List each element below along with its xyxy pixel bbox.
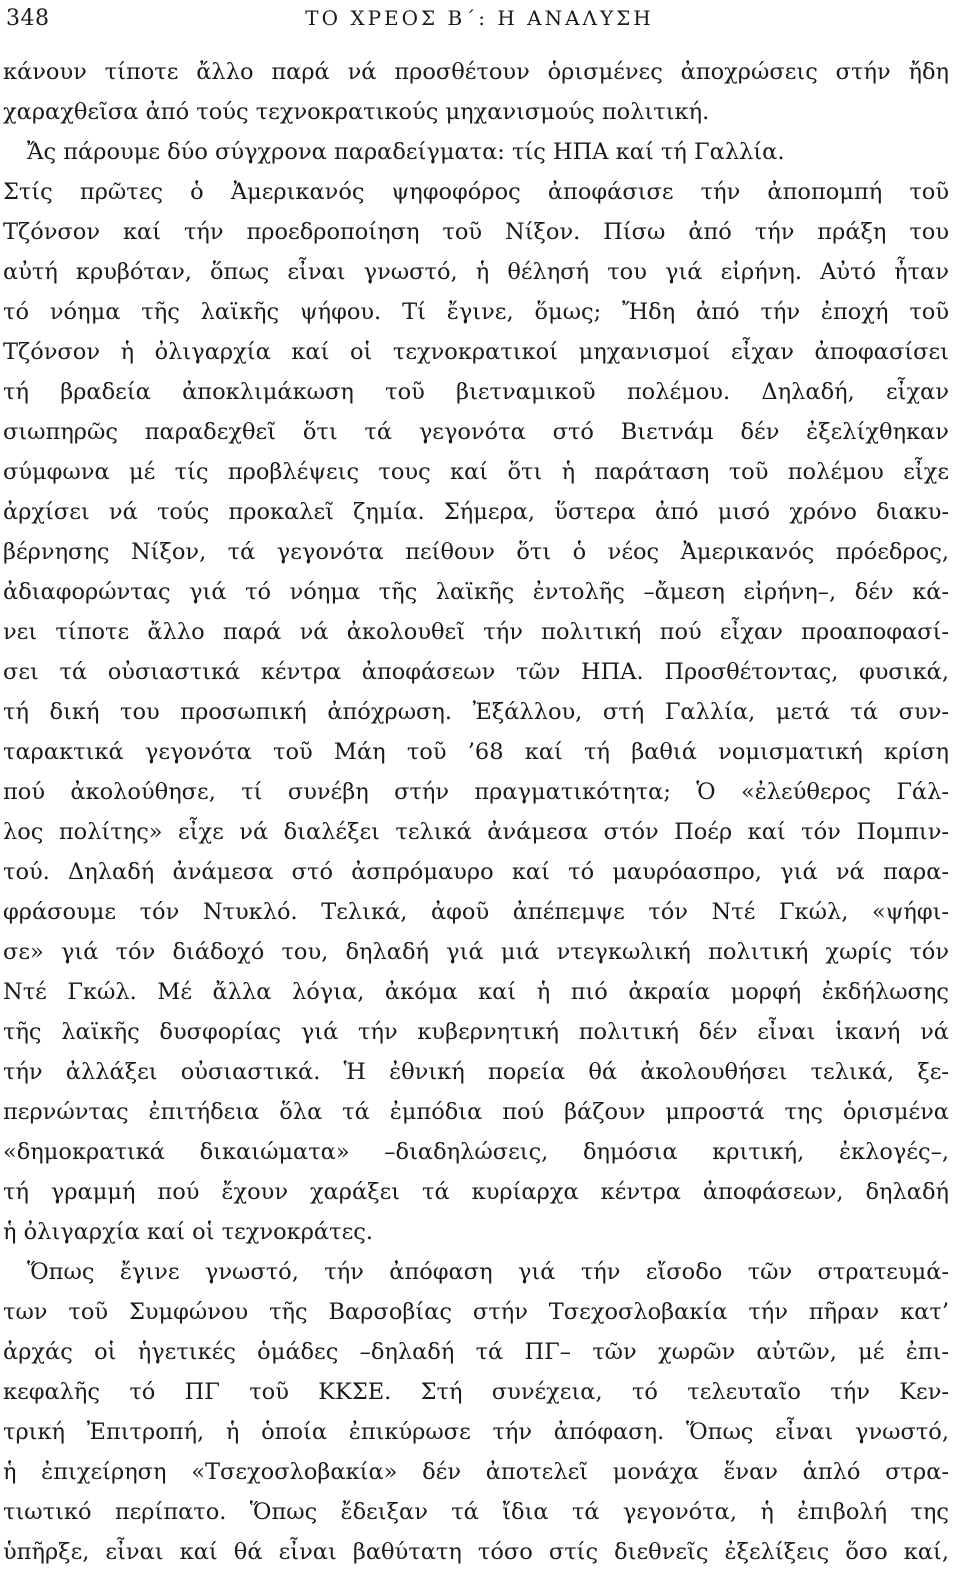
running-head: ΤΟ ΧΡΕΟΣ Β΄: Η ΑΝΑΛΥΣΗ [305, 6, 654, 30]
text-line: σε» γιά τόν διάδοχό του, δηλαδή γιά μιά ντεγκωλική πολιτική χωρίς τόν [3, 939, 949, 965]
text-line: τῆς λαϊκῆς δυσφορίας γιά τήν κυβερνητική πολιτική δέν εἶναι ἱκανή νά [3, 1019, 949, 1045]
text-line: ἡ ὀλιγαρχία καί οἱ τεχνοκράτες. [3, 1219, 373, 1245]
text-line: τή δική του προσωπική ἀπόχρωση. Ἐξάλλου, στή Γαλλία, μετά τά συν- [3, 699, 949, 725]
text-line: Ἄς πάρουμε δύο σύγχρονα παραδείγματα: τίς ΗΠΑ καί τή Γαλλία. [27, 139, 785, 165]
text-line: ἀρχάς οἱ ἡγετικές ὁμάδες –δηλαδή τά ΠΓ– τῶν χωρῶν αὐτῶν, μέ ἐπι- [3, 1339, 949, 1365]
text-line: ἀρχίσει νά τούς προκαλεῖ ζημία. Σήμερα, ὕστερα ἀπό μισό χρόνο διακυ- [3, 499, 949, 525]
text-line: ταρακτικά γεγονότα τοῦ Μάη τοῦ ’68 καί τή βαθιά νομισματική κρίση [3, 739, 949, 765]
text-line: Τζόνσον καί τήν προεδροποίηση τοῦ Νίξον. Πίσω ἀπό τήν πράξη του [3, 219, 949, 245]
text-line: τιωτικό περίπατο. Ὅπως ἔδειξαν τά ἴδια τά γεγονότα, ἡ ἐπιβολή της [3, 1499, 949, 1525]
text-line: ἡ ἐπιχείρηση «Τσεχοσλοβακία» δέν ἀποτελεῖ μονάχα ἕναν ἁπλό στρα- [3, 1459, 949, 1485]
text-line: Ντέ Γκώλ. Μέ ἄλλα λόγια, ἀκόμα καί ἡ πιό ἀκραία μορφή ἐκδήλωσης [3, 979, 949, 1005]
text-line: ἀδιαφορώντας γιά τό νόημα τῆς λαϊκῆς ἐντολῆς –ἄμεση εἰρήνη–, δέν κά- [3, 579, 949, 605]
text-line: σιωπηρῶς παραδεχθεῖ ὅτι τά γεγονότα στό Βιετνάμ δέν ἐξελίχθηκαν [3, 419, 949, 445]
text-line: τή γραμμή πού ἔχουν χαράξει τά κυρίαρχα κέντρα ἀποφάσεων, δηλαδή [3, 1179, 949, 1205]
text-line: σύμφωνα μέ τίς προβλέψεις τους καί ὅτι ἡ παράταση τοῦ πολέμου εἶχε [3, 459, 949, 485]
text-line: Στίς πρῶτες ὁ Ἀμερικανός ψηφοφόρος ἀποφάσισε τήν ἀποπομπή τοῦ [3, 179, 949, 205]
text-line: Ὅπως ἔγινε γνωστό, τήν ἀπόφαση γιά τήν εἴσοδο τῶν στρατευμά- [27, 1259, 949, 1285]
text-line: τού. Δηλαδή ἀνάμεσα στό ἀσπρόμαυρο καί τό μαυρόασπρο, γιά νά παρα- [3, 859, 949, 885]
text-line: τήν ἀλλάξει οὐσιαστικά. Ἡ ἐθνική πορεία θά ἀκολουθήσει τελικά, ξε- [3, 1059, 949, 1085]
page-number: 348 [6, 6, 50, 31]
text-line: «δημοκρατικά δικαιώματα» –διαδηλώσεις, δημόσια κριτική, ἐκλογές–, [3, 1139, 949, 1165]
body-text [3, 52, 949, 1572]
text-line: αὐτή κρυβόταν, ὅπως εἶναι γνωστό, ἡ θέλησή του γιά εἰρήνη. Αὐτό ἦταν [3, 259, 949, 285]
text-line: τό νόημα τῆς λαϊκῆς ψήφου. Τί ἔγινε, ὅμως; Ἤδη ἀπό τήν ἐποχή τοῦ [3, 299, 949, 325]
text-line: νει τίποτε ἄλλο παρά νά ἀκολουθεῖ τήν πολιτική πού εἶχαν προαποφασί- [3, 619, 949, 645]
text-line: τή βραδεία ἀποκλιμάκωση τοῦ βιετναμικοῦ πολέμου. Δηλαδή, εἶχαν [3, 379, 949, 405]
text-line: λος πολίτης» εἶχε νά διαλέξει τελικά ἀνάμεσα στόν Ποέρ καί τόν Πομπιν- [3, 819, 949, 845]
text-line: χαραχθεῖσα ἀπό τούς τεχνοκρατικούς μηχανισμούς πολιτική. [3, 99, 710, 125]
text-line: κάνουν τίποτε ἄλλο παρά νά προσθέτουν ὁρισμένες ἀποχρώσεις στήν ἤδη [3, 59, 949, 85]
text-line: τρική Ἐπιτροπή, ἡ ὁποία ἐπικύρωσε τήν ἀπόφαση. Ὅπως εἶναι γνωστό, [3, 1419, 949, 1445]
text-line: ὑπῆρξε, εἶναι καί θά εἶναι βαθύτατη τόσο στίς διεθνεῖς ἐξελίξεις ὅσο καί, [3, 1539, 949, 1565]
text-line: βέρνησης Νίξον, τά γεγονότα πείθουν ὅτι ὁ νέος Ἀμερικανός πρόεδρος, [3, 539, 949, 565]
text-line: φράσουμε τόν Ντυκλό. Τελικά, ἀφοῦ ἀπέπεμψε τόν Ντέ Γκώλ, «ψήφι- [3, 899, 949, 925]
text-line: Τζόνσον ἡ ὀλιγαρχία καί οἱ τεχνοκρατικοί μηχανισμοί εἶχαν ἀποφασίσει [3, 339, 949, 365]
text-line: των τοῦ Συμφώνου τῆς Βαρσοβίας στήν Τσεχοσλοβακία τήν πῆραν κατ’ [3, 1299, 949, 1325]
text-line: πού ἀκολούθησε, τί συνέβη στήν πραγματικότητα; Ὁ «ἐλεύθερος Γάλ- [3, 779, 949, 805]
page-header [3, 0, 956, 34]
text-line: περνώντας ἐπιτήδεια ὅλα τά ἐμπόδια πού βάζουν μπροστά της ὁρισμένα [3, 1099, 949, 1125]
text-line: κεφαλῆς τό ΠΓ τοῦ ΚΚΣΕ. Στή συνέχεια, τό τελευταῖο τήν Κεν- [3, 1379, 949, 1405]
text-line: σει τά οὐσιαστικά κέντρα ἀποφάσεων τῶν ΗΠΑ. Προσθέτοντας, φυσικά, [3, 659, 949, 685]
